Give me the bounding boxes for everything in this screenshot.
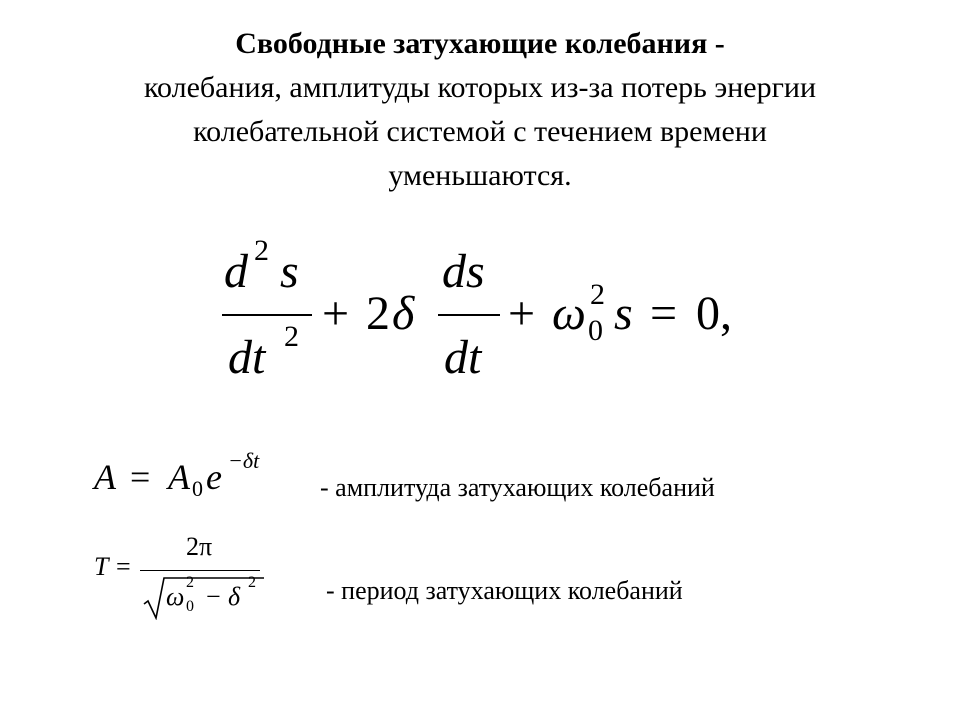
eq-num1-d: d xyxy=(224,245,248,298)
amp-A0-sub: 0 xyxy=(192,476,203,501)
amp-A: A xyxy=(94,457,116,497)
eq-den1-dt: dt xyxy=(228,331,266,384)
definition-line-1: колебания, амплитуды которых из-за потерь энергии xyxy=(143,71,817,104)
title-block xyxy=(0,22,960,198)
eq-num1-s: s xyxy=(280,245,299,298)
period-T: T xyxy=(94,552,109,581)
eq-coef-2: 2 xyxy=(366,287,390,340)
period-minus: − xyxy=(206,582,221,611)
eq-fraction-line-1 xyxy=(222,314,312,316)
eq-den1-exp: 2 xyxy=(284,320,299,353)
period-omega: ω xyxy=(166,582,185,611)
amplitude-description: - амплитуда затухающих колебаний xyxy=(320,473,715,502)
eq-equals: = xyxy=(650,287,678,340)
eq-plus-1: + xyxy=(322,287,350,340)
eq-omega: ω xyxy=(552,287,586,340)
period-omega-sub: 0 xyxy=(186,598,194,615)
eq-fraction-line-2 xyxy=(438,314,500,316)
period-delta-sup: 2 xyxy=(248,574,256,591)
eq-omega-sup: 2 xyxy=(590,278,605,311)
eq-plus-2: + xyxy=(508,287,536,340)
eq-zero: 0, xyxy=(696,287,732,340)
amp-e: e xyxy=(206,457,222,497)
period-delta: δ xyxy=(228,582,241,611)
definition-line-2: колебательной системой с течением времени xyxy=(193,115,767,148)
eq-delta: δ xyxy=(392,287,415,340)
eq-num1-exp: 2 xyxy=(254,234,269,267)
amp-exponent: −δt xyxy=(228,448,260,473)
amp-equals: = xyxy=(130,457,151,497)
eq-s: s xyxy=(614,287,633,340)
period-omega-sup: 2 xyxy=(186,574,194,591)
period-equals: = xyxy=(116,552,131,581)
period-description: - период затухающих колебаний xyxy=(326,576,683,605)
period-numerator: 2π xyxy=(186,532,213,561)
eq-omega-sub: 0 xyxy=(588,314,603,347)
slide-title: Свободные затухающие колебания - xyxy=(235,27,725,60)
eq-num2: ds xyxy=(442,245,485,298)
period-fraction-line xyxy=(140,570,260,571)
eq-den2: dt xyxy=(444,331,482,384)
amp-A0: A xyxy=(168,457,190,497)
definition-line-3: уменьшаются. xyxy=(388,159,572,192)
